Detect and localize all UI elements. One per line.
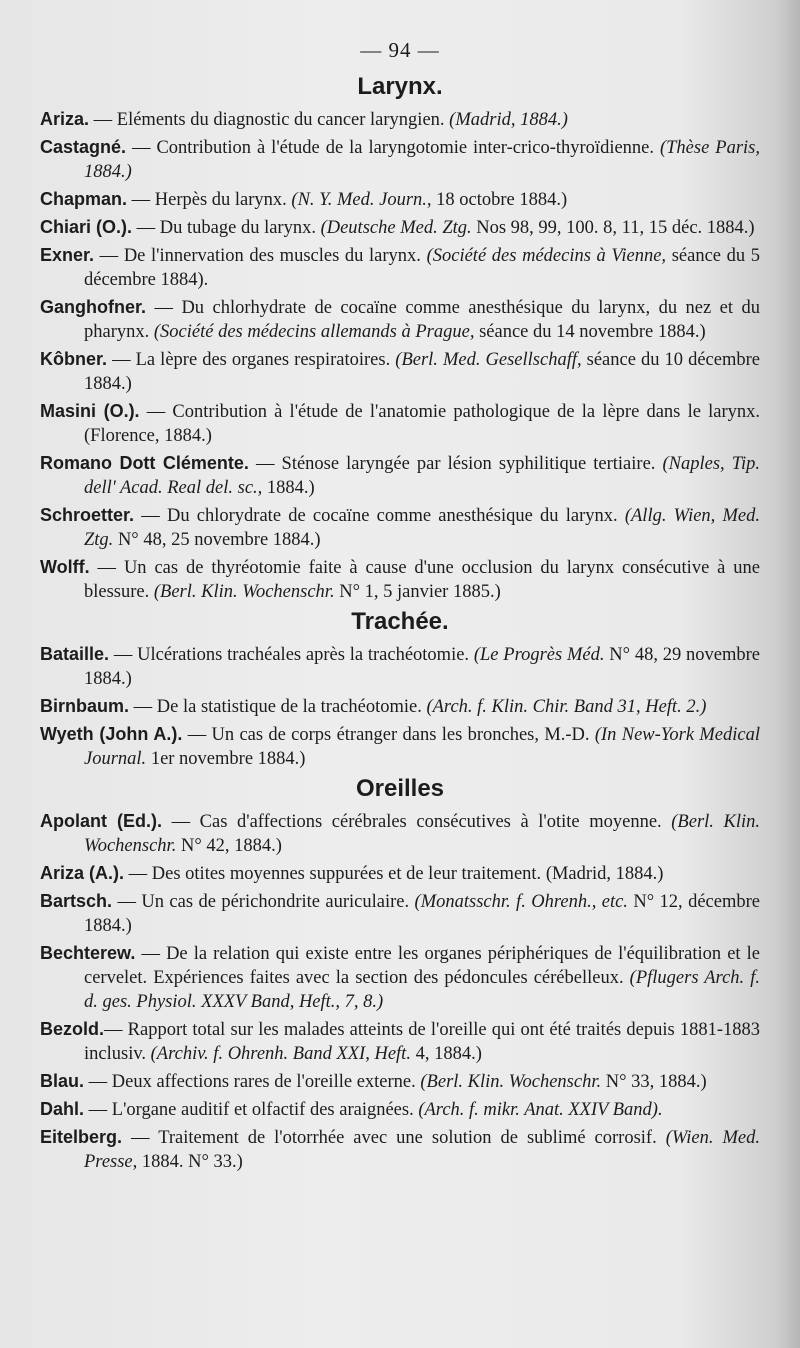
entry-title: — Un cas de périchondrite auriculaire. — [112, 892, 415, 912]
entry-tail: 1884.) — [262, 478, 315, 498]
entry-tail: N° 33, 1884.) — [601, 1072, 707, 1092]
entry-title: — Traitement de l'otorrhée avec une solution de sublimé corrosif. — [122, 1128, 666, 1148]
entry-author: Apolant (Ed.). — [40, 811, 162, 831]
entry-title: — Herpès du larynx. — [127, 190, 292, 210]
entry-source: (Berl. Klin. Wochenschr. — [420, 1072, 602, 1092]
bibliography-entry — [40, 243, 760, 292]
bibliography-entry — [40, 1125, 760, 1174]
bibliography-entry — [40, 187, 760, 212]
bibliography-entry — [40, 555, 760, 604]
entry-title: — Contribution à l'étude de la laryngotomie inter-crico-thyroïdienne. — [126, 138, 660, 158]
entry-author: Ganghofner. — [40, 297, 147, 317]
entry-author: Masini (O.). — [40, 401, 140, 421]
entry-source: (Le Progrès Méd. — [473, 645, 605, 665]
entry-author: Chiari (O.). — [40, 217, 133, 237]
entry-source: (Wien. Med. Presse, — [84, 1128, 760, 1172]
entry-title: — Rapport total sur les malades atteints de l'oreille qui ont été traités depuis 1881-1883 inclusiv. — [84, 1020, 760, 1064]
bibliography-entry — [40, 135, 760, 184]
page-number: — 94 — — [360, 38, 440, 62]
entry-author: Dahl. — [40, 1099, 85, 1119]
entry-author: Ariza. — [40, 109, 90, 129]
entry-author: Birnbaum. — [40, 696, 130, 716]
entry-title: — De la relation qui existe entre les organes périphériques de l'équilibration et le cervelet. Expériences faites avec la section des pédoncules cérébelleux. — [84, 944, 760, 988]
entry-title: — Eléments du diagnostic du cancer laryngien. — [89, 110, 450, 130]
entry-tail: N° 48, 29 novembre 1884.) — [84, 645, 760, 689]
bibliography-body — [40, 73, 760, 1174]
entry-source: (Berl. Klin. Wochenschr. — [84, 812, 760, 856]
entry-source: (Thèse Paris, 1884.) — [84, 138, 760, 182]
entry-title: — Ulcérations trachéales après la trachéotomie. — [109, 645, 474, 665]
entry-title: — De la statistique de la trachéotomie. — [129, 697, 427, 717]
entry-source: (N. Y. Med. Journ., — [291, 190, 432, 210]
section-heading: Trachée. — [351, 608, 449, 635]
bibliography-entry — [40, 642, 760, 691]
entry-title: — Contribution à l'étude de l'anatomie pathologique de la lèpre dans le larynx. — [139, 402, 760, 422]
bibliography-entry — [40, 399, 760, 448]
entry-tail: 1er novembre 1884.) — [146, 749, 306, 769]
bibliography-entry — [40, 889, 760, 938]
entry-tail: 1884. N° 33.) — [137, 1152, 243, 1172]
entry-author: Castagné. — [40, 137, 127, 157]
entry-source: (Arch. f. Klin. Chir. Band 31, Heft. 2.) — [426, 697, 707, 717]
entry-tail: séance du 5 décembre 1884). — [84, 246, 761, 290]
entry-title: — Deux affections rares de l'oreille externe. — [84, 1072, 421, 1092]
entry-author: Romano Dott Clémente. — [40, 453, 249, 473]
bibliography-entry — [40, 809, 760, 858]
entry-source: (Société des médecins allemands à Prague, — [153, 322, 475, 342]
bibliography-entry — [40, 295, 760, 344]
entry-source: (Monatsschr. f. Ohrenh., etc. — [414, 892, 628, 912]
entry-source: (Deutsche Med. Ztg. — [320, 218, 472, 238]
entry-author: Exner. — [40, 245, 95, 265]
entry-title: — Cas d'affections cérébrales consécutives à l'otite moyenne. — [161, 812, 672, 832]
entry-author: Blau. — [40, 1071, 85, 1091]
entry-title: — Du chlorydrate de cocaïne comme anesthésique du larynx. — [134, 506, 625, 526]
entry-source: (Archiv. f. Ohrenh. Band XXI, Heft. — [150, 1044, 411, 1064]
bibliography-entry — [40, 722, 760, 771]
entry-tail: 4, 1884.) — [410, 1044, 482, 1064]
entry-tail: N° 48, 25 novembre 1884.) — [113, 530, 321, 550]
entry-title: — Du tubage du larynx. — [132, 218, 321, 238]
entry-source: (Berl. Klin. Wochenschr. — [153, 582, 335, 602]
bibliography-entry — [40, 1017, 760, 1066]
entry-author: Bataille. — [40, 644, 110, 664]
bibliography-entry — [40, 107, 760, 132]
entry-title: — Sténose laryngée par lésion syphilitique tertiaire. — [248, 454, 663, 474]
entry-author: Schroetter. — [40, 505, 135, 525]
entry-title: — Un cas de thyréotomie faite à cause d'une occlusion du larynx consécutive à une blessure. — [84, 558, 760, 602]
bibliography-entry — [40, 503, 760, 552]
section-heading: Oreilles — [355, 775, 445, 802]
entry-author: Eitelberg. — [40, 1127, 123, 1147]
entry-title: — La lèpre des organes respiratoires. — [107, 350, 396, 370]
bibliography-entry — [40, 451, 760, 500]
entry-source: (Berl. Med. Gesellschaff, — [395, 350, 582, 370]
entry-title: — Des otites moyennes suppurées et de leur traitement. — [124, 864, 546, 884]
entry-author: Chapman. — [40, 189, 128, 209]
bibliography-entry — [40, 215, 760, 240]
entry-author: Kôbner. — [40, 349, 108, 369]
entry-author: Ariza (A.). — [40, 863, 125, 883]
entry-source: (Naples, Tip. dell' Acad. Real del. sc., — [84, 454, 761, 498]
bibliography-entry — [40, 694, 760, 719]
entry-source: (Allg. Wien, Med. Ztg. — [84, 506, 760, 550]
entry-tail: Nos 98, 99, 100. 8, 11, 15 déc. 1884.) — [471, 218, 755, 238]
entry-source: (In New-York Medical Journal. — [84, 725, 760, 769]
bibliography-entry — [40, 941, 760, 1014]
entry-tail: (Madrid, 1884.) — [545, 864, 664, 884]
entry-tail: N° 42, 1884.) — [176, 836, 282, 856]
entry-title: — De l'innervation des muscles du larynx. — [94, 246, 427, 266]
bibliography-entry — [40, 861, 760, 886]
entry-tail: 18 octobre 1884.) — [431, 190, 568, 210]
entry-source: (Arch. f. mikr. Anat. XXIV Band). — [418, 1100, 663, 1120]
entry-source: (Pflugers Arch. f. d. ges. Physiol. XXXV Band, Heft., 7, 8.) — [84, 968, 760, 1012]
bibliography-entry — [40, 1097, 760, 1122]
entry-tail: (Florence, 1884.) — [84, 426, 212, 446]
entry-author: Bartsch. — [40, 891, 113, 911]
entry-author: Wyeth (John A.). — [40, 724, 183, 744]
bibliography-entry — [40, 1069, 760, 1094]
entry-tail: séance du 14 novembre 1884.) — [474, 322, 706, 342]
entry-tail: N° 12, décembre 1884.) — [84, 892, 760, 936]
section-heading: Larynx. — [357, 73, 443, 100]
entry-tail: N° 1, 5 janvier 1885.) — [334, 582, 501, 602]
entry-author: Bezold. — [40, 1019, 105, 1039]
entry-title: — L'organe auditif et olfactif des araignées. — [84, 1100, 419, 1120]
entry-author: Wolff. — [40, 557, 90, 577]
entry-title: — Du chlorhydrate de cocaïne comme anesthésique du larynx, du nez et du pharynx. — [84, 298, 760, 342]
entry-tail: séance du 10 décembre 1884.) — [84, 350, 760, 394]
entry-author: Bechterew. — [40, 943, 136, 963]
entry-source: (Société des médecins à Vienne, — [426, 246, 667, 266]
bibliography-entry — [40, 347, 760, 396]
entry-title: — Un cas de corps étranger dans les bronches, M.-D. — [182, 725, 595, 745]
entry-source: (Madrid, 1884.) — [449, 110, 568, 130]
